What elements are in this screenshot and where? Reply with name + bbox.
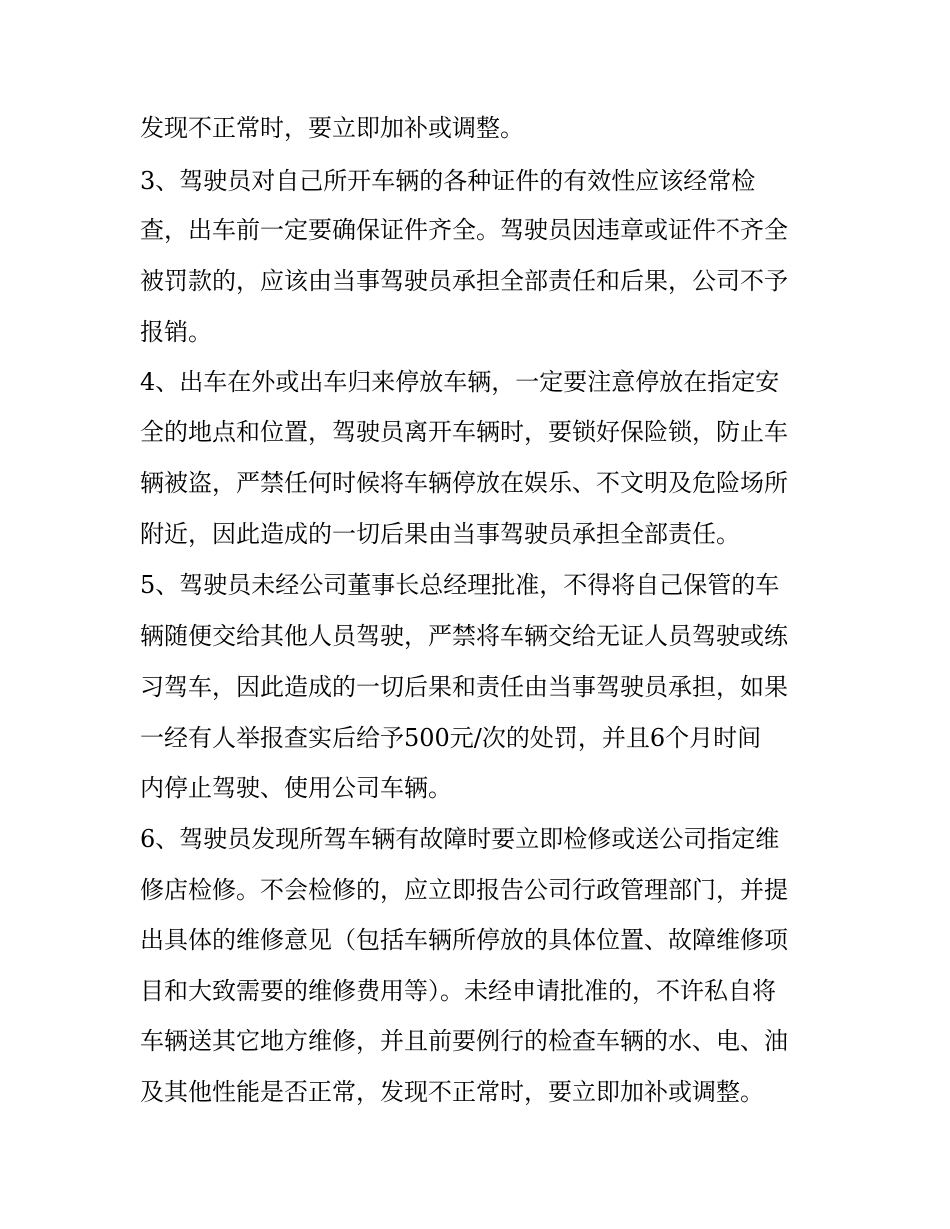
text-line: 车辆送其它地方维修，并且前要例行的检查车辆的水、电、油 — [140, 1027, 788, 1055]
text-line: 辆随便交给其他人员驾驶，严禁将车辆交给无证人员驾驶或练 — [140, 622, 788, 650]
text-line: 查，出车前一定要确保证件齐全。驾驶员因违章或证件不齐全 — [140, 216, 788, 244]
text-line: 报销。 — [140, 318, 212, 346]
text-line: 被罚款的，应该由当事驾驶员承担全部责任和后果，公司不予 — [140, 267, 788, 295]
text-line: 内停止驾驶、使用公司车辆。 — [140, 774, 452, 802]
text-line: 出具体的维修意见（包括车辆所停放的具体位置、故障维修项 — [140, 926, 788, 954]
text-line: 及其他性能是否正常，发现不正常时，要立即加补或调整。 — [140, 1078, 764, 1106]
text-line: 目和大致需要的维修费用等）。未经申请批准的，不许私自将 — [140, 977, 776, 1005]
text-line: 5、驾驶员未经公司董事长总经理批准，不得将自己保管的车 — [140, 571, 780, 599]
text-line: 4、出车在外或出车归来停放车辆，一定要注意停放在指定安 — [140, 368, 780, 396]
text-line: 一经有人举报查实后给予500元/次的处罚，并且6个月时间 — [140, 724, 762, 752]
text-line: 全的地点和位置，驾驶员离开车辆时，要锁好保险锁，防止车 — [140, 418, 788, 446]
text-line: 3、驾驶员对自己所开车辆的各种证件的有效性应该经常检 — [140, 167, 756, 195]
text-line: 辆被盗，严禁任何时候将车辆停放在娱乐、不文明及危险场所 — [140, 469, 788, 497]
text-line: 修店检修。不会检修的，应立即报告公司行政管理部门，并提 — [140, 876, 788, 904]
text-line: 习驾车，因此造成的一切后果和责任由当事驾驶员承担，如果 — [140, 673, 788, 701]
text-line: 6、驾驶员发现所驾车辆有故障时要立即检修或送公司指定维 — [140, 825, 780, 853]
text-line: 发现不正常时，要立即加补或调整。 — [140, 114, 524, 142]
text-line: 附近，因此造成的一切后果由当事驾驶员承担全部责任。 — [140, 520, 740, 548]
